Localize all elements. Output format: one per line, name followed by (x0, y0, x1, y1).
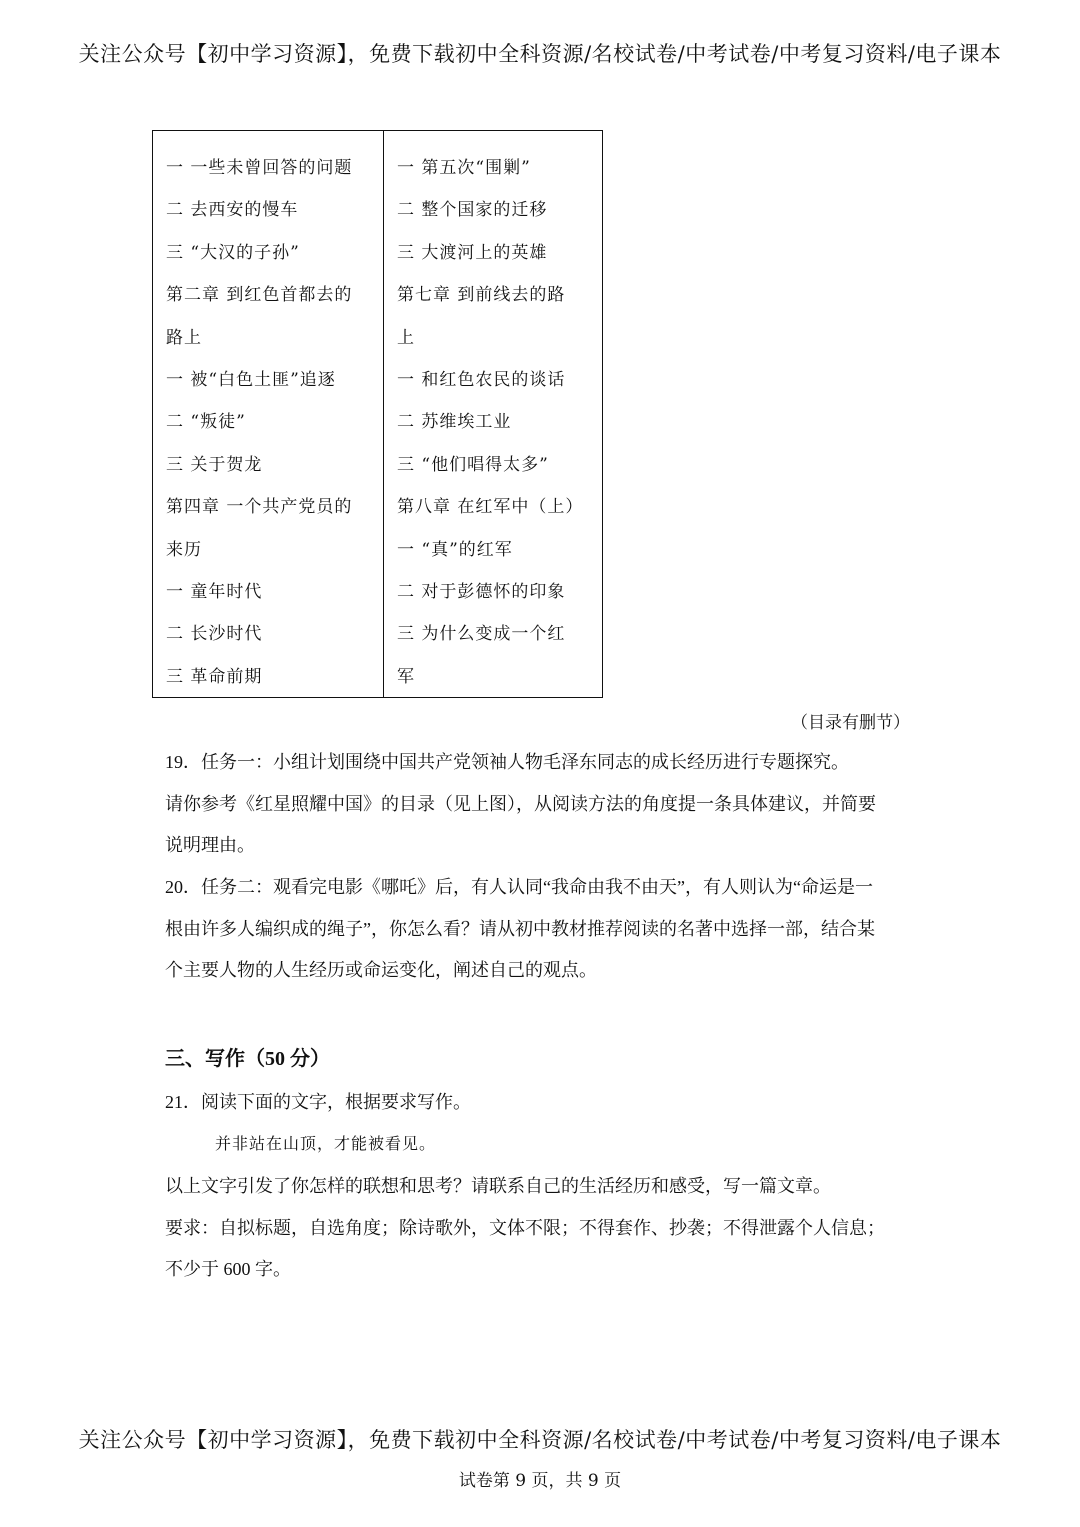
question-20-line: 根由许多人编织成的绳子”，你怎么看？请从初中教材推荐阅读的名著中选择一部，结合某 (165, 918, 875, 939)
section-title-writing: 三、写作（50 分） (165, 1048, 330, 1070)
question-21-line: 要求：自拟标题，自选角度；除诗歌外，文体不限；不得套作、抄袭；不得泄露个人信息； (165, 1217, 885, 1238)
header-banner: 关注公众号【初中学习资源】，免费下载初中全科资源/名校试卷/中考试卷/中考复习资料/电子课本 (78, 42, 1002, 66)
toc-entry: 二 “叛徒” (166, 412, 246, 433)
toc-entry: 三 为什么变成一个红 (397, 624, 566, 645)
question-19 (165, 742, 925, 867)
toc-right-column (384, 131, 602, 697)
toc-entry: 第二章 到红色首都去的 (166, 285, 353, 306)
toc-entry: 第七章 到前线去的路 (397, 285, 566, 306)
toc-entry: 三 关于贺龙 (166, 454, 263, 475)
table-of-contents (152, 130, 603, 698)
toc-entry: 一 第五次“围剿” (397, 158, 531, 178)
page-indicator: 试卷第 9 页，共 9 页 (458, 1471, 622, 1491)
toc-entry: 二 对于彭德怀的印象 (397, 581, 566, 602)
toc-entry: 二 长沙时代 (166, 624, 263, 645)
toc-entry: 三 “大汉的子孙” (166, 242, 300, 263)
question-19-line: 说明理由。 (165, 835, 255, 855)
toc-entry: 军 (397, 666, 415, 687)
question-19-line: 19．任务一：小组计划围绕中国共产党领袖人物毛泽东同志的成长经历进行专题探究。 (165, 752, 849, 772)
toc-entry: 三 革命前期 (166, 666, 263, 687)
question-21-line: 不少于 600 字。 (165, 1259, 291, 1279)
question-20 (165, 867, 925, 992)
toc-entry: 二 去西安的慢车 (166, 200, 299, 221)
writing-prompt-quote: 并非站在山顶，才能被看见。 (215, 1134, 437, 1153)
toc-entry: 第四章 一个共产党员的 (166, 497, 353, 518)
toc-entry: 三 “他们唱得太多” (397, 454, 549, 475)
toc-entry: 二 苏维埃工业 (397, 412, 512, 433)
toc-entry: 一 一些未曾回答的问题 (166, 158, 353, 178)
footer-banner: 关注公众号【初中学习资源】，免费下载初中全科资源/名校试卷/中考试卷/中考复习资料/电子课本 (78, 1428, 1002, 1452)
question-21-line: 以上文字引发了你怎样的联想和思考？请联系自己的生活经历和感受，写一篇文章。 (165, 1176, 831, 1196)
toc-caption: （目录有删节） (791, 713, 910, 733)
toc-left-column (153, 131, 384, 697)
toc-entry: 第八章 在红军中（上） (397, 497, 584, 518)
toc-entry: 二 整个国家的迁移 (397, 200, 548, 221)
question-20-line: 20．任务二：观看完电影《哪吒》后，有人认同“我命由我不由天”，有人则认为“命运是一 (165, 877, 873, 897)
toc-entry: 一 童年时代 (166, 581, 263, 602)
question-19-line: 请你参考《红星照耀中国》的目录（见上图），从阅读方法的角度提一条具体建议，并简要 (165, 793, 876, 814)
toc-entry: 上 (397, 327, 415, 348)
question-21-intro (165, 1082, 925, 1124)
question-21-line: 21．阅读下面的文字，根据要求写作。 (165, 1092, 471, 1112)
toc-entry: 路上 (166, 327, 202, 348)
toc-entry: 来历 (166, 539, 202, 560)
toc-entry: 三 大渡河上的英雄 (397, 242, 548, 263)
question-21-requirements (165, 1166, 925, 1291)
toc-entry: 一 “真”的红军 (397, 539, 513, 560)
toc-entry: 一 被“白色土匪”追逐 (166, 369, 336, 390)
question-20-line: 个主要人物的人生经历或命运变化，阐述自己的观点。 (165, 960, 597, 980)
toc-entry: 一 和红色农民的谈话 (397, 369, 566, 390)
